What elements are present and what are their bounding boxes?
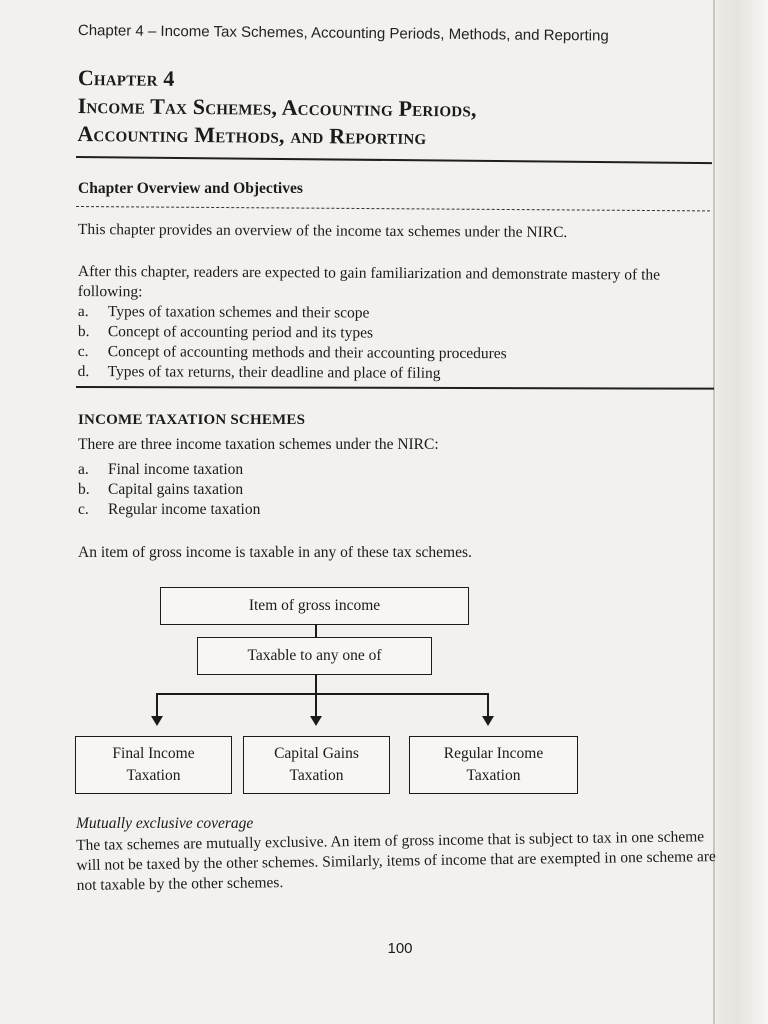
list-text: Concept of accounting period and its types [107, 323, 374, 342]
objectives-list [78, 302, 698, 385]
diagram-box-label: Final Income [112, 745, 195, 762]
chapter-title [77, 64, 698, 153]
chapter-title-line-1: Income Tax Schemes, Accounting Periods, [77, 92, 477, 122]
list-marker: b. [78, 481, 90, 498]
running-header: Chapter 4 – Income Tax Schemes, Accounting Periods, Methods, and Reporting [77, 22, 609, 45]
connector-line [315, 674, 317, 694]
arrow-head [310, 716, 322, 726]
exclusive-heading: Mutually exclusive coverage [76, 815, 254, 832]
list-marker: d. [77, 362, 90, 381]
list-marker: a. [77, 303, 89, 321]
overview-intro: This chapter provides an overview of the income tax schemes under the NIRC. [77, 220, 568, 241]
diagram-box-label: Item of gross income [248, 597, 381, 614]
title-rule [76, 156, 712, 164]
list-text: Types of taxation schemes and their scope [107, 303, 370, 322]
list-text: Capital gains taxation [108, 481, 244, 498]
diagram-box-taxable [197, 637, 432, 675]
schemes-list [78, 460, 478, 520]
list-text: Concept of accounting methods and their accounting procedures [107, 343, 507, 363]
list-item [78, 480, 478, 500]
diagram-box-label: Taxation [289, 767, 344, 784]
page-number: 100 [387, 940, 413, 957]
connector-line [156, 693, 158, 717]
list-marker: c. [77, 342, 89, 361]
chapter-label: Chapter 4 [77, 64, 175, 91]
diagram-box-final-income [75, 736, 232, 794]
list-marker: b. [77, 322, 90, 341]
connector-line [156, 693, 488, 695]
list-text: Regular income taxation [108, 501, 261, 518]
diagram-box-label: Taxable to any one of [247, 647, 382, 664]
taxable-note: An item of gross income is taxable in any of these tax schemes. [78, 544, 472, 561]
diagram-box-label: Taxation [466, 767, 521, 784]
diagram-box-regular-income [409, 736, 578, 794]
list-marker: a. [78, 461, 89, 478]
diagram-box-label: Capital Gains [274, 745, 359, 762]
arrow-head [151, 716, 163, 726]
connector-line [315, 693, 317, 717]
list-item [78, 460, 478, 480]
list-item [78, 362, 698, 385]
list-text: Final income taxation [108, 461, 244, 478]
list-marker: c. [78, 501, 89, 518]
exclusive-text: The tax schemes are mutually exclusive. An item of gross income that is subject to tax in one scheme will not be taxed by the other schemes. Similarly, items of income that are exempted in one scheme are not taxable by the other schemes. [76, 828, 716, 894]
page-edge [716, 0, 768, 1024]
section-heading: INCOME TAXATION SCHEMES [78, 412, 306, 428]
section-rule [76, 386, 714, 390]
list-text: Types of tax returns, their deadline and place of filing [107, 363, 441, 382]
overview-expectation: After this chapter, readers are expected to gain familiarization and demonstrate mastery of the following: [77, 262, 661, 301]
overview-heading: Chapter Overview and Objectives [78, 180, 303, 197]
diagram-box-capital-gains [243, 736, 390, 794]
schemes-intro: There are three income taxation schemes under the NIRC: [78, 436, 439, 453]
chapter-title-line-2: Accounting Methods, and Reporting [77, 120, 427, 150]
arrow-head [482, 716, 494, 726]
diagram-box-label: Regular Income [443, 745, 544, 762]
list-item [78, 500, 478, 520]
connector-line [315, 624, 317, 637]
diagram-box-label: Taxation [126, 767, 181, 784]
diagram-box-gross-income [160, 587, 469, 625]
overview-dashed-rule [76, 206, 710, 211]
connector-line [487, 693, 489, 717]
